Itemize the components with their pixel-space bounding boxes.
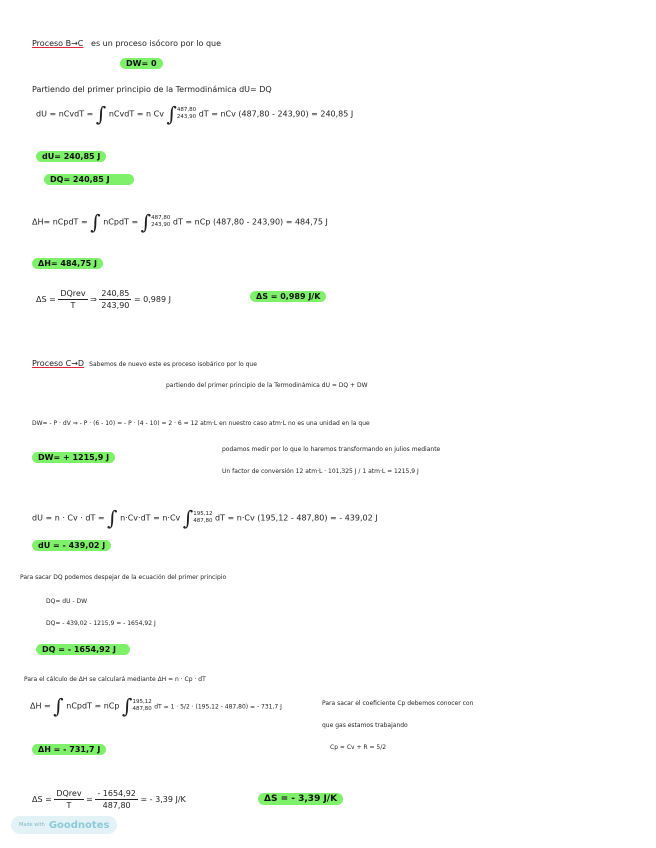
cd-ds-result: ΔS = - 3,39 J/K: [258, 793, 343, 805]
bc-ds-result-line: [250, 291, 326, 302]
cd-dw-result: DW= + 1215,9 J: [32, 452, 115, 463]
cd-ds-lhs: ΔS =: [32, 795, 52, 804]
cd-du-eq-a: dU = n · Cv · dT =: [32, 513, 105, 523]
bc-title-rest: es un proceso isócoro por lo que: [91, 39, 222, 48]
integral-icon: ∫: [122, 694, 133, 718]
bc-ds-lhs: ΔS =: [36, 295, 56, 304]
cd-dh-limits: 195,12 487,80: [132, 699, 152, 712]
cd-principle: partiendo del primer principio de la Termodinámica dU = DQ + DW: [166, 382, 368, 389]
cd-dh-equation: [30, 696, 282, 716]
cd-dw-equation: DW= - P · dV ⇒ - P · (6 - 10) = - P · (4 - 10) = 2 · 6 = 12 atm·L en nuestro caso atm·L no es una unidad en la que: [32, 420, 370, 427]
cd-ds-equation: ΔS = $\frac{\text{DQrev}}{T}$ = $\frac{- 1654,92}{487,80}$ = - 3,39 J/K: [32, 789, 186, 810]
bc-ds-frac1: $\frac{\text{DQrev}}{T}$: [60, 289, 86, 310]
cd-dh-eq-c: dT = 1 · 5/2 · (195,12 - 487,80) = - 731,7 J: [154, 703, 282, 711]
bc-ds-result: ΔS = 0,989 J/K: [250, 291, 326, 302]
cd-du-equation: [32, 508, 378, 528]
cd-du-result: dU = - 439,02 J: [32, 540, 111, 551]
cd-dq-eq2: DQ= - 439,02 - 1215,9 = - 1654,92 J: [46, 620, 156, 627]
bc-du-eq-c: dT = nCv (487,80 - 243,90) = 240,85 J: [198, 109, 354, 119]
bc-dh-eq-a: ΔH= nCpdT =: [32, 217, 88, 227]
badge-brand: Goodnotes: [48, 819, 110, 831]
goodnotes-badge[interactable]: [11, 816, 117, 834]
bc-du-result: dU= 240,85 J: [36, 151, 106, 162]
bc-ds-equation: [36, 288, 171, 311]
bc-dw-highlight: DW= 0: [120, 58, 163, 69]
cd-dh-note1: Para sacar el coeficiente Cp debemos conocer con: [322, 700, 474, 707]
bc-du-result-line: [36, 151, 106, 162]
cd-dh-eq-a: ΔH =: [30, 701, 51, 711]
bc-dh-result: ΔH= 484,75 J: [32, 258, 103, 269]
integral-icon: ∫: [53, 694, 64, 718]
cd-title-rest: Sabemos de nuevo este es proceso isobárico por lo que: [89, 361, 257, 368]
cd-ds-frac1: $\frac{\text{DQrev}}{T}$: [56, 789, 82, 810]
bc-du-eq-a: dU = nCvdT =: [36, 109, 94, 119]
bc-du-eq-b: nCvdT = n Cv: [108, 109, 164, 119]
cd-dh-intro: Para el cálculo de ΔH se calculará mediante ΔH = n · Cp · dT: [24, 676, 206, 683]
cd-du-eq-b: n·Cv·dT = n·Cv: [120, 513, 181, 523]
cd-du-eq-c: dT = n·Cv (195,12 - 487,80) = - 439,02 J: [215, 513, 378, 523]
integral-icon: ∫: [107, 506, 118, 530]
cd-title: Proceso C→D: [32, 359, 85, 368]
bc-dh-eq-c: dT = nCp (487,80 - 243,90) = 484,75 J: [172, 217, 328, 227]
bc-principle: Partiendo del primer principio de la Termodinámica dU= DQ: [32, 85, 272, 94]
cd-du-result-line: [32, 540, 111, 551]
bc-du-equation: [36, 104, 353, 124]
bc-dh-lim-bot: 243,90: [151, 222, 171, 228]
bc-title: Proceso B→C: [32, 39, 84, 48]
bc-dh-equation: [32, 212, 328, 232]
bc-dh-result-line: [32, 258, 103, 269]
cd-ds-frac2: $\frac{- 1654,92}{487,80}$: [97, 789, 136, 810]
cd-dw-note1: podamos medir por lo que lo haremos transformando en julios mediante: [222, 446, 441, 453]
integral-icon: ∫: [140, 210, 152, 234]
cd-dw-result-line: [32, 452, 115, 463]
cd-dh-eq-b: nCpdT = nCp: [66, 701, 120, 711]
bc-ds-val: = 0,989 J: [133, 295, 171, 304]
integral-icon: ∫: [95, 102, 107, 126]
bc-title-line: [32, 38, 221, 49]
cd-ds-result-line: [258, 793, 343, 805]
cd-title-line: [32, 358, 257, 369]
bc-dh-limits: [151, 215, 170, 229]
integral-icon: ∫: [182, 506, 194, 530]
integral-icon: ∫: [166, 102, 177, 126]
integral-icon: ∫: [90, 210, 101, 234]
cd-du-limits: 195,12 487,80: [193, 511, 213, 524]
cd-dq-eq1: DQ= dU - DW: [46, 598, 88, 605]
bc-dh-eq-b: nCpdT =: [103, 217, 139, 227]
bc-ds-frac2: $\frac{240,85}{243,90}$: [101, 289, 130, 310]
bc-du-lim-top: 487,80: [176, 107, 197, 113]
arrow-right-icon: ⇒: [90, 295, 97, 304]
cd-dh-result: ΔH = - 731,7 J: [32, 744, 106, 755]
cd-dq-result: DQ = - 1654,92 J: [36, 644, 130, 655]
cd-dh-result-line: [32, 744, 106, 755]
bc-dw-line: [120, 58, 163, 69]
cd-dh-note2: que gas estamos trabajando: [322, 722, 408, 729]
cd-ds-val: = - 3,39 J/K: [140, 795, 186, 804]
bc-dh-lim-top: 487,80: [151, 215, 171, 221]
bc-du-lim-bot: 243,90: [176, 114, 197, 120]
cd-dw-note2: Un factor de conversión 12 atm·L · 101,325 J / 1 atm·L = 1215,9 J: [222, 468, 419, 475]
cd-dq-result-line: [36, 644, 130, 655]
badge-made-with: Made with: [19, 822, 45, 828]
bc-du-limits: [177, 107, 196, 121]
cd-dh-note3: Cp = Cv + R = 5/2: [330, 744, 387, 751]
cd-dq-intro: Para sacar DQ podemos despejar de la ecuación del primer principio: [20, 574, 227, 581]
bc-dq-result: DQ= 240,85 J: [44, 174, 134, 185]
bc-dq-result-line: [44, 174, 134, 185]
